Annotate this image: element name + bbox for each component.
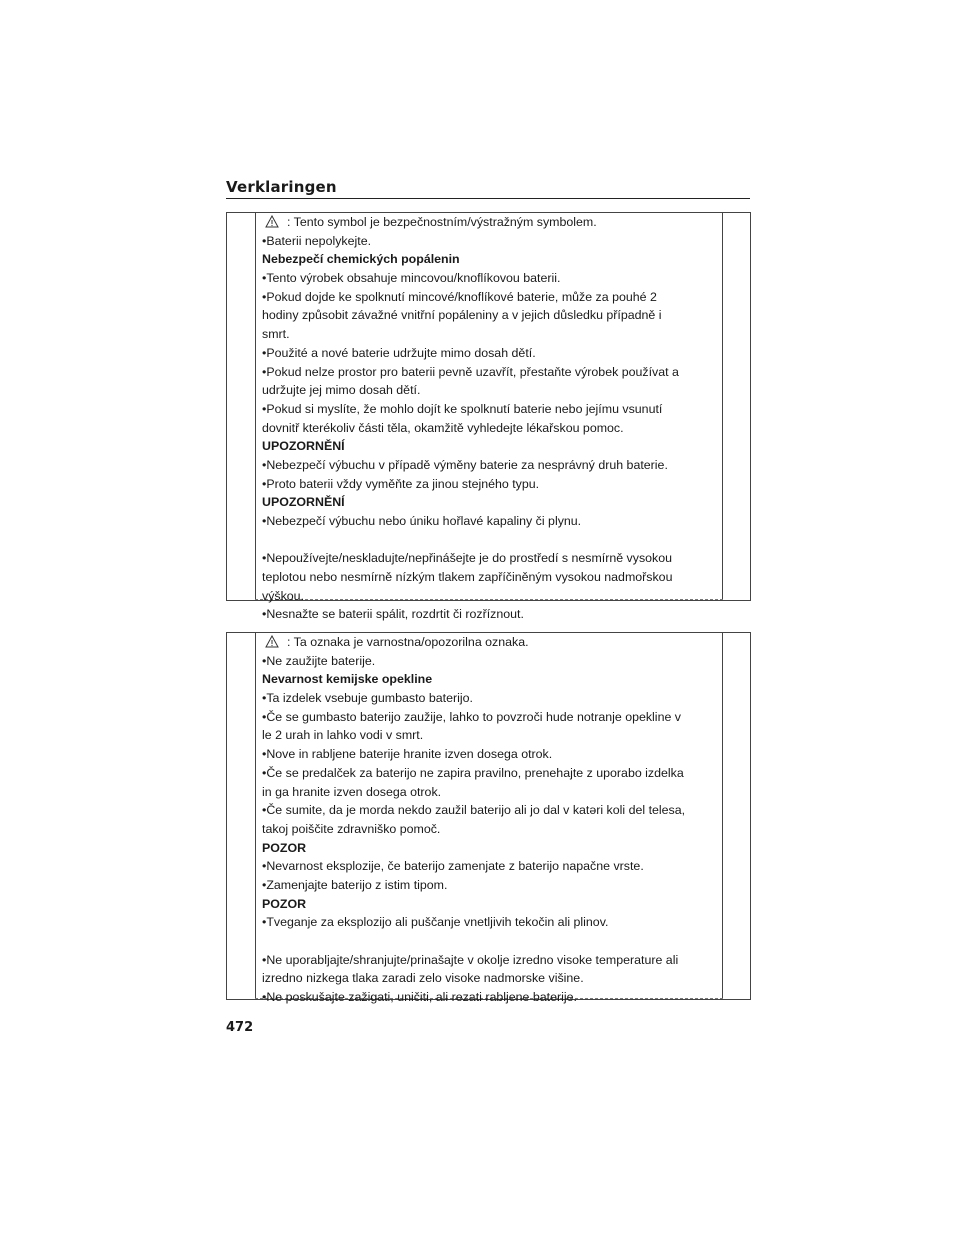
page-number: 472 <box>226 1020 254 1035</box>
symbol-line <box>262 213 717 232</box>
text-line: •Tento výrobek obsahuje mincovou/knoflíkovou baterii. <box>262 271 561 286</box>
czech-text-block <box>262 213 717 624</box>
warning-triangle-icon <box>265 635 279 654</box>
box-right-rule <box>722 213 723 600</box>
symbol-line <box>262 633 717 652</box>
spacer <box>262 531 717 550</box>
section-heading: POZOR <box>262 840 307 855</box>
text-line: •Če se predalček za baterijo ne zapira pravilno, prenehajte z uporabo izdelka <box>262 765 684 780</box>
text-line: teplotou nebo nesmírně nízkým tlakem zapříčiněným vysokou nadmořskou <box>262 570 673 585</box>
spacer <box>262 932 717 951</box>
section-heading: Nevarnost kemijske opekline <box>262 672 433 687</box>
section-title: Verklaringen <box>226 178 337 196</box>
section-heading: UPOZORNĚNÍ <box>262 439 345 454</box>
box-left-rule <box>255 633 256 999</box>
slovene-text-block <box>262 633 717 1007</box>
slovene-lines <box>262 652 717 1007</box>
text-line: hodiny způsobit závažné vnitřní popáleniny a v jejich důsledku případně i <box>262 308 662 323</box>
text-line: •Nesnažte se baterii spálit, rozdrtit či rozříznout. <box>262 607 524 622</box>
text-line: •Pokud dojde ke spolknutí mincové/knoflíkové baterie, může za pouhé 2 <box>262 289 657 304</box>
text-line: •Nebezpečí výbuchu nebo úniku hořlavé kapaliny či plynu. <box>262 514 582 528</box>
slovene-warning-box <box>226 632 751 1005</box>
text-line: •Nepoužívejte/neskladujte/nepřinášejte je do prostředí s nesmírně vysokou <box>262 551 673 566</box>
text-line: •Ta izdelek vsebuje gumbasto baterijo. <box>262 691 473 706</box>
text-line: izredno nizkega tlaka zaradi zelo visoke nadmorske višine. <box>262 971 584 986</box>
text-line: •Použité a nové baterie udržujte mimo dosah dětí. <box>262 345 536 360</box>
text-line: •Proto baterii vždy vyměňte za jinou stejného typu. <box>262 476 540 491</box>
text-line: in ga hranite izven dosega otrok. <box>262 784 442 799</box>
text-line: •Nove in rabljene baterije hranite izven dosega otrok. <box>262 747 553 762</box>
text-line: takoj poiščite zdravniško pomoč. <box>262 821 441 836</box>
text-line: •Tveganje za eksplozijo ali puščanje vnetljivih tekočin ali plinov. <box>262 915 609 930</box>
text-line: •Če se gumbasto baterijo zaužije, lahko to povzroči hude notranje opekline v <box>262 709 681 724</box>
text-line: dovnitř kterékoliv části těla, okamžitě vyhledejte lékařskou pomoc. <box>262 420 624 435</box>
symbol-description: : Ta oznaka je varnostna/opozorilna oznaka. <box>287 635 529 649</box>
text-line: •Ne poskušajte zažigati, uničiti, ali rezati rabljene baterije. <box>262 990 577 1005</box>
text-line: •Zamenjajte baterijo z istim tipom. <box>262 877 448 892</box>
text-line: •Pokud nelze prostor pro baterii pevně uzavřít, přestaňte výrobek používat a <box>262 364 679 379</box>
box-left-rule <box>255 213 256 600</box>
text-line: •Ne zaužijte baterije. <box>262 653 376 668</box>
text-line: •Pokud si myslíte, že mohlo dojít ke spolknutí baterie nebo jejímu vsunutí <box>262 401 663 416</box>
text-line: výškou. <box>262 588 305 603</box>
czech-lines <box>262 232 717 624</box>
section-heading: UPOZORNĚNÍ <box>262 495 345 510</box>
title-rule <box>226 198 750 199</box>
text-line: •Če sumite, da je morda nekdo zaužil baterijo ali jo dal v katəri koli del telesa, <box>262 803 686 818</box>
text-line: le 2 urah in lahko vodi v smrt. <box>262 728 424 743</box>
czech-warning-box <box>226 212 751 622</box>
box-right-rule <box>722 633 723 999</box>
text-line: smrt. <box>262 327 290 342</box>
text-line: udržujte jej mimo dosah dětí. <box>262 383 421 398</box>
text-line: •Baterii nepolykejte. <box>262 233 372 248</box>
text-line: •Ne uporabljajte/shranjujte/prinašajte v okolje izredno visoke temperature ali <box>262 952 679 967</box>
section-heading: POZOR <box>262 896 307 911</box>
section-heading: Nebezpečí chemických popálenin <box>262 252 460 267</box>
text-line: •Nebezpečí výbuchu v případě výměny baterie za nesprávný druh baterie. <box>262 457 668 472</box>
text-line: •Nevarnost eksplozije, če baterijo zamenjate z baterijo napačne vrste. <box>262 859 644 874</box>
warning-triangle-icon <box>265 215 279 234</box>
symbol-description: : Tento symbol je bezpečnostním/výstražným symbolem. <box>287 215 597 229</box>
